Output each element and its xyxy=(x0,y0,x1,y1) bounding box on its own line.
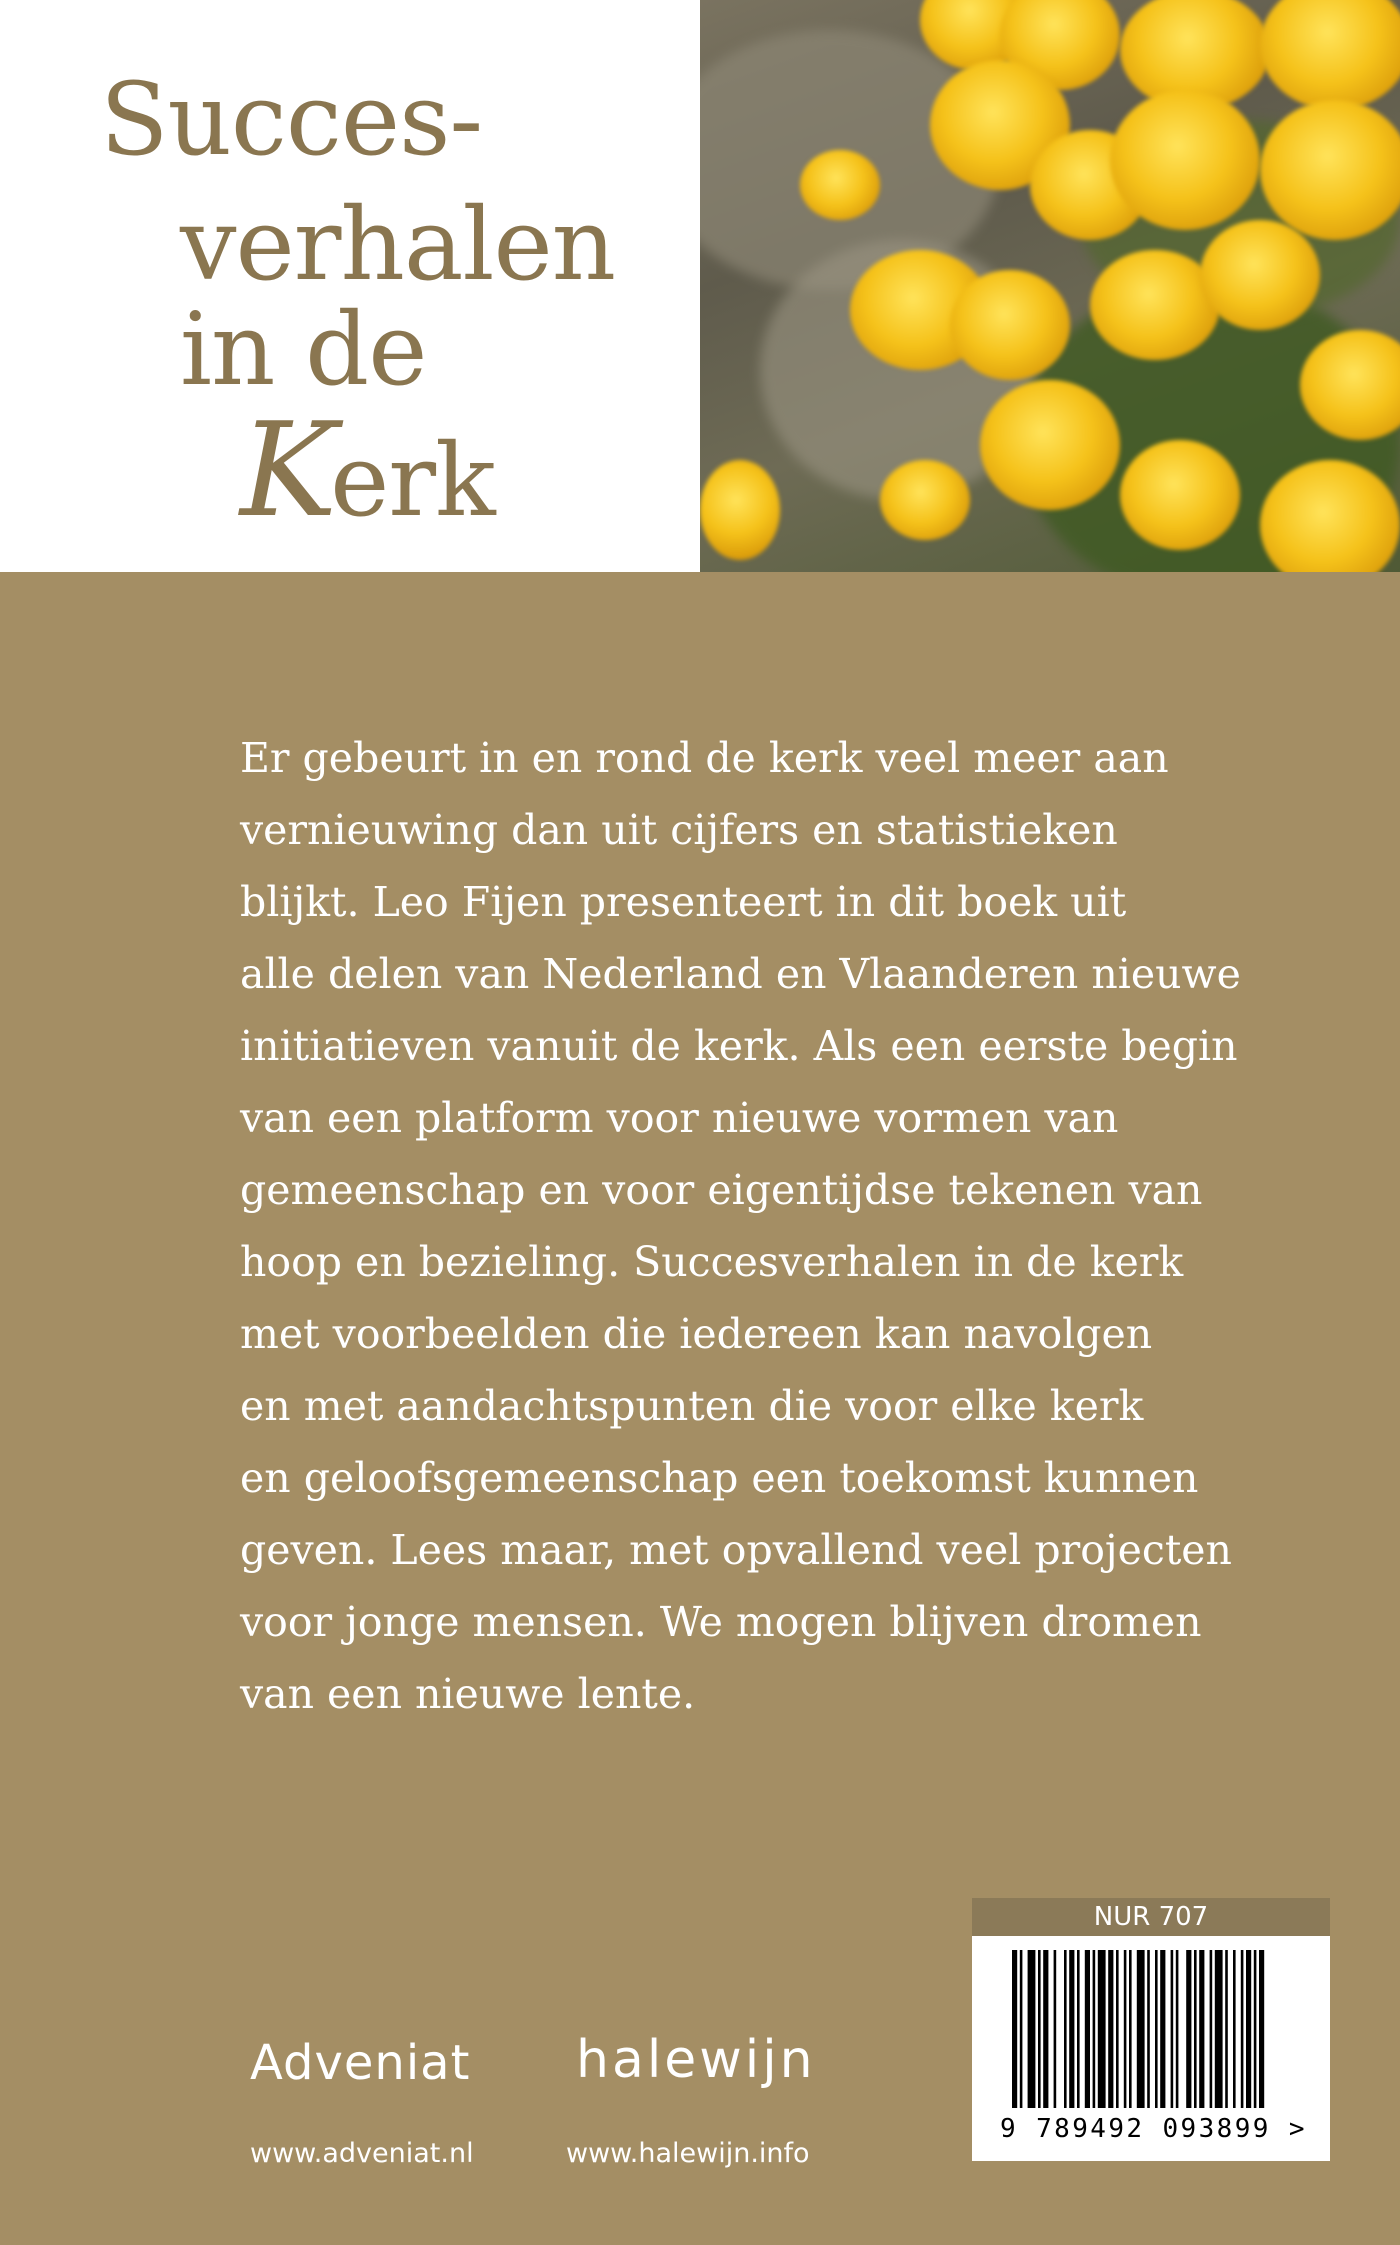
blurb-line: initiatieven vanuit de kerk. Als een eerste begin xyxy=(240,1022,1238,1070)
blurb-line: vernieuwing dan uit cijfers en statistieken xyxy=(240,806,1118,854)
title-line-4-rest: erk xyxy=(330,422,495,539)
blurb-line: blijkt. Leo Fijen presenteert in dit boek uit xyxy=(240,878,1127,926)
blurb-line: geven. Lees maar, met opvallend veel projecten xyxy=(240,1526,1232,1574)
nur-code: NUR 707 xyxy=(972,1898,1330,1936)
isbn-digits: 9 789492 093899 > xyxy=(1000,2114,1307,2144)
adveniat-url: www.adveniat.nl xyxy=(250,2138,474,2169)
adveniat-logo: Adveniat xyxy=(250,2035,471,2091)
halewijn-logo: halewijn xyxy=(576,2030,816,2090)
blurb-line: alle delen van Nederland en Vlaanderen nieuwe xyxy=(240,950,1241,998)
title-initial-k: K xyxy=(240,394,337,546)
blurb-line: hoop en bezieling. Succesverhalen in de kerk xyxy=(240,1238,1184,1286)
yellow-flowers-photo xyxy=(700,0,1400,572)
blurb-line: Er gebeurt in en rond de kerk veel meer aan xyxy=(240,734,1169,782)
blurb-line: van een nieuwe lente. xyxy=(240,1670,696,1718)
blurb-line: en met aandachtspunten die voor elke kerk xyxy=(240,1382,1144,1430)
isbn-barcode xyxy=(972,1936,1330,2161)
blurb-line: van een platform voor nieuwe vormen van xyxy=(240,1094,1119,1142)
halewijn-url: www.halewijn.info xyxy=(566,2138,810,2169)
back-cover-blurb xyxy=(240,722,1240,1730)
blurb-line: en geloofsgemeenschap een toekomst kunnen xyxy=(240,1454,1199,1502)
blurb-line: met voorbeelden die iedereen kan navolgen xyxy=(240,1310,1153,1358)
title-panel xyxy=(0,0,700,572)
title-line-4 xyxy=(240,394,495,546)
title-line-3: in de xyxy=(180,291,427,408)
blurb-line: voor jonge mensen. We mogen blijven dromen xyxy=(240,1598,1202,1646)
title-line-2: verhalen xyxy=(180,186,616,303)
blurb-line: gemeenschap en voor eigentijdse tekenen van xyxy=(240,1166,1203,1214)
title-line-1: Succes- xyxy=(100,61,483,178)
